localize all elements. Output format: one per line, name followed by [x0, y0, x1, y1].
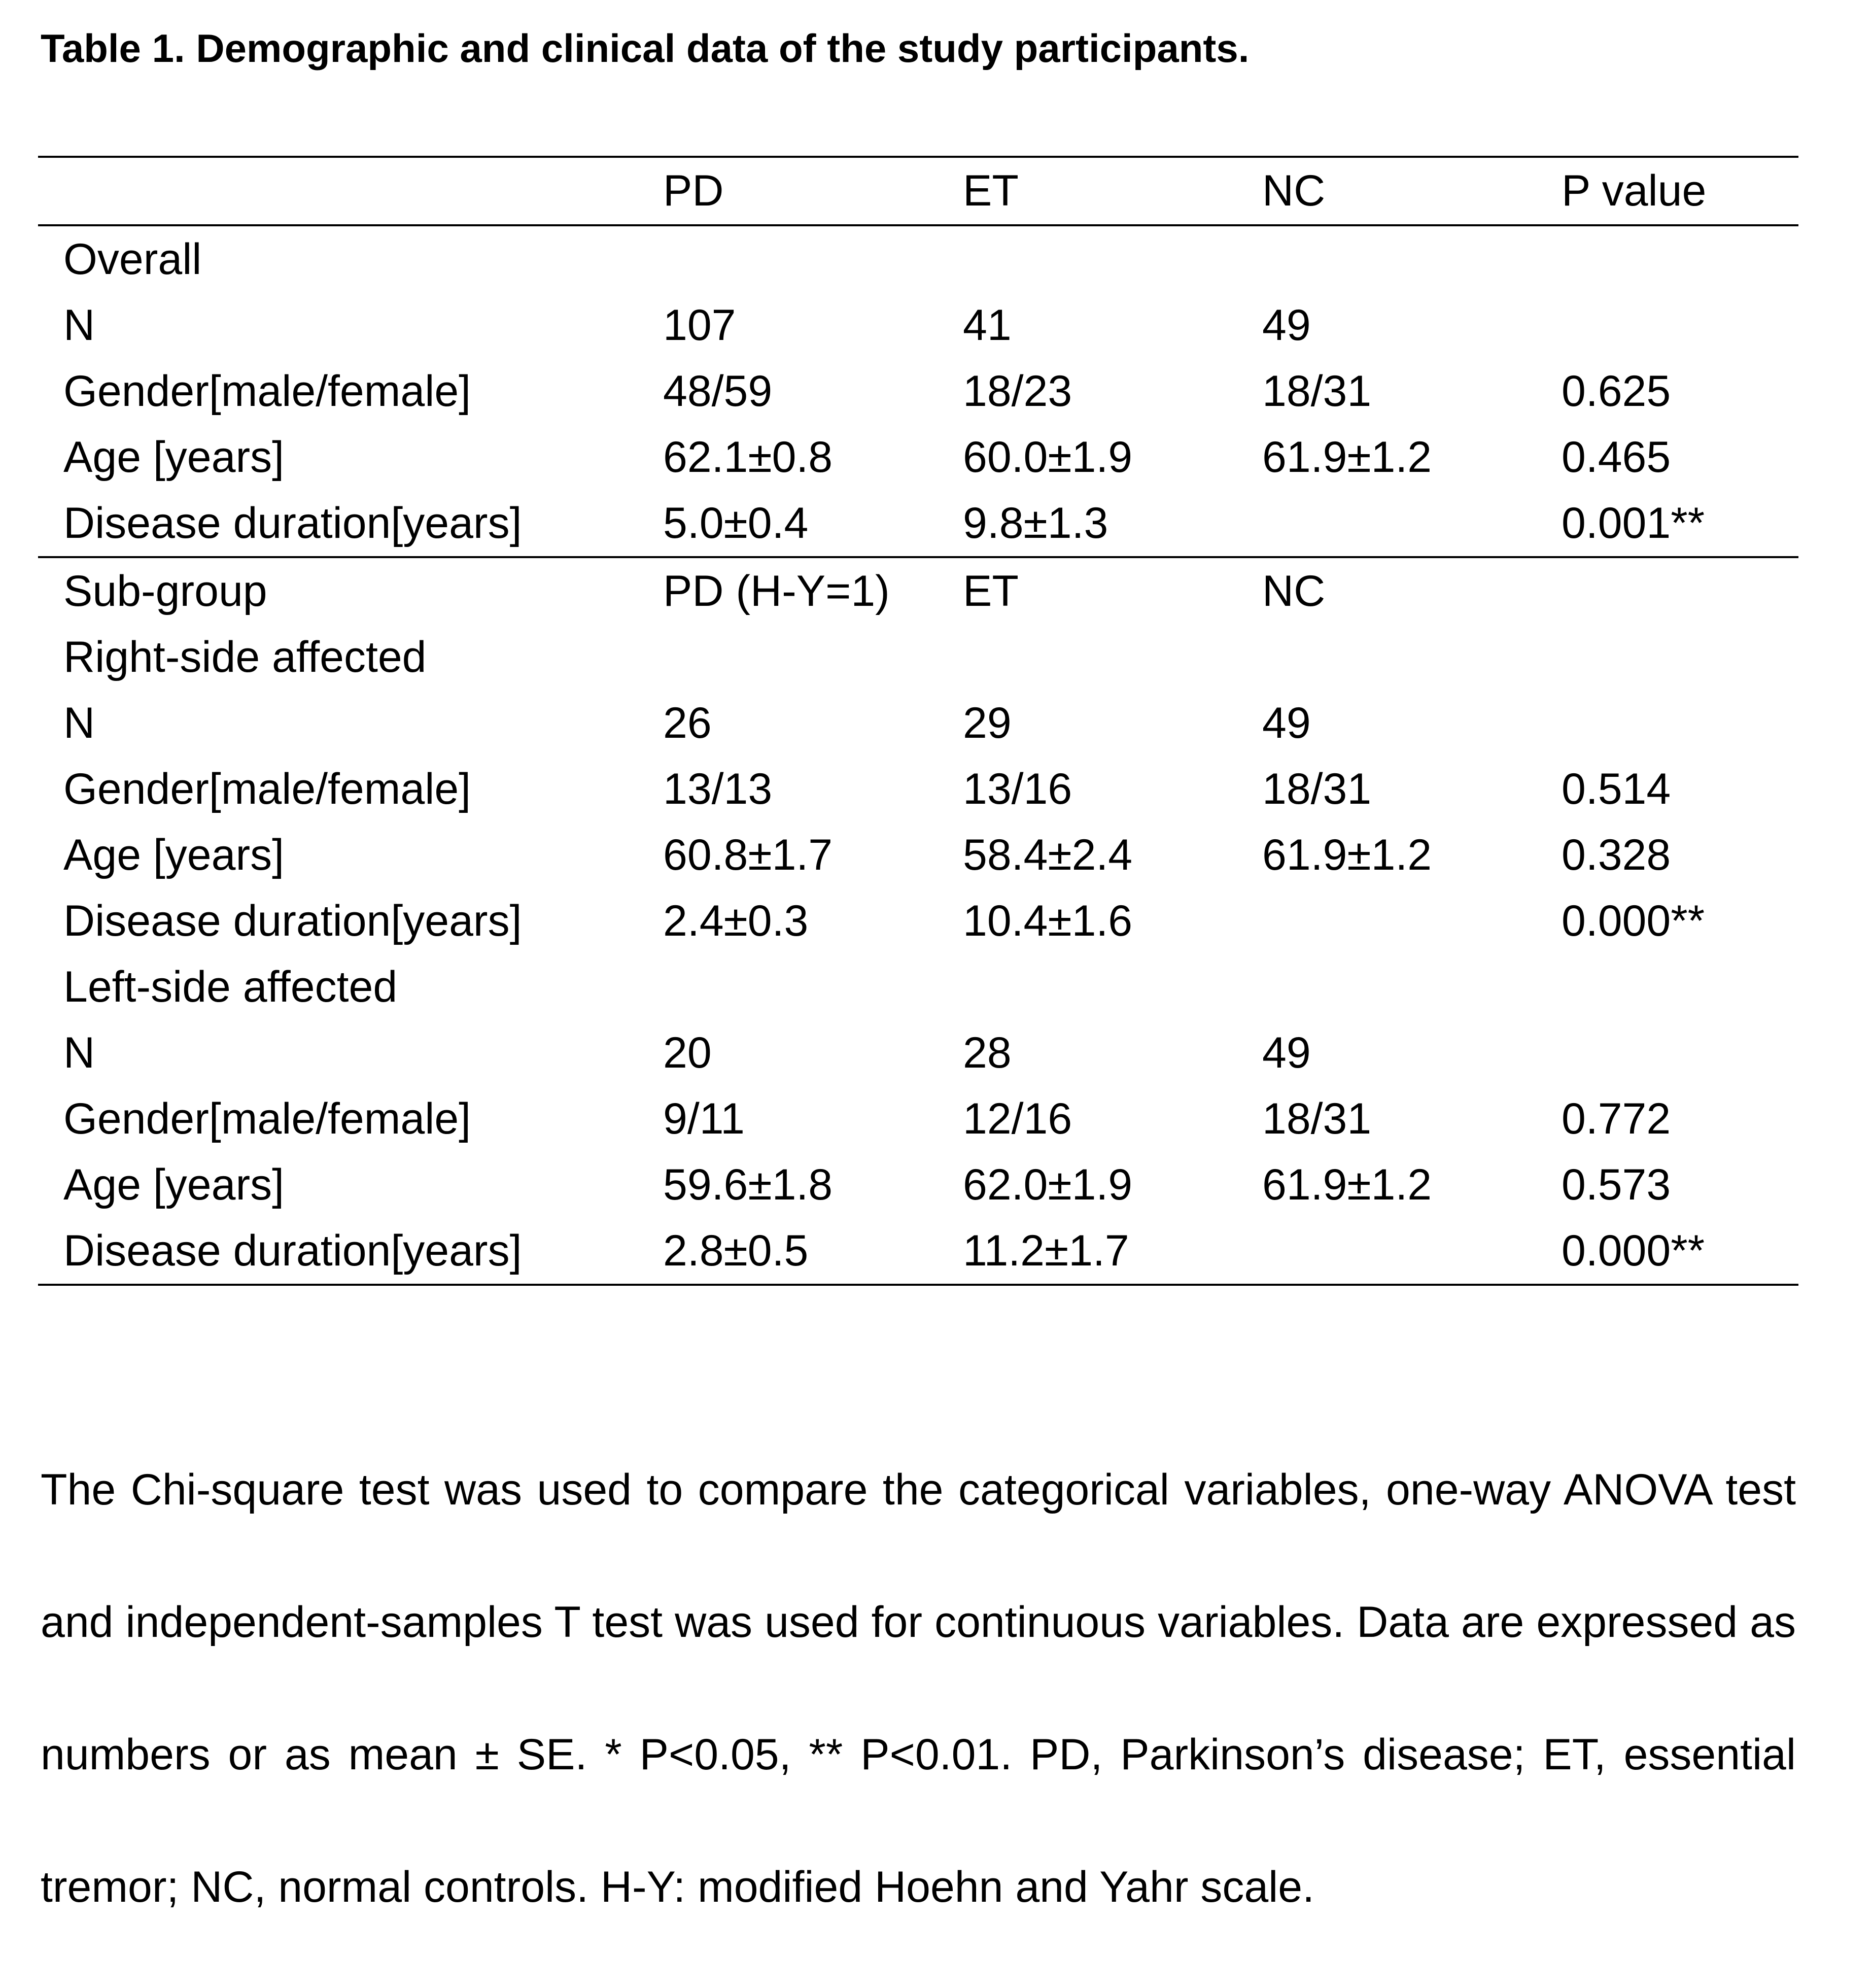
table-row [38, 756, 1798, 822]
cell-p-value: 0.000** [1562, 897, 1705, 945]
table-row [38, 490, 1798, 558]
cell-et: 13/16 [963, 765, 1072, 813]
table-row [38, 226, 1798, 292]
table-row [38, 822, 1798, 888]
row-label: N [63, 1029, 95, 1077]
row-label: Disease duration[years] [63, 499, 522, 547]
table-title: Table 1. Demographic and clinical data of the study participants. [41, 26, 1250, 71]
cell-et: 12/16 [963, 1094, 1072, 1143]
row-label: Disease duration[years] [63, 1226, 522, 1275]
cell-pd: 62.1±0.8 [663, 433, 833, 482]
cell-et: 58.4±2.4 [963, 831, 1133, 879]
row-label: Left-side affected [63, 963, 398, 1011]
data-table [38, 156, 1798, 1286]
table-row [38, 1086, 1798, 1152]
table-row [38, 1020, 1798, 1086]
cell-pd: PD (H-Y=1) [663, 567, 890, 615]
header-cell-pd: PD [663, 166, 724, 215]
table-row [38, 558, 1798, 624]
table-header-row [38, 158, 1798, 226]
cell-pd: 107 [663, 301, 736, 350]
cell-nc: 61.9±1.2 [1262, 1160, 1432, 1209]
cell-et: 9.8±1.3 [963, 499, 1108, 547]
cell-et: 29 [963, 699, 1012, 747]
table-row [38, 888, 1798, 954]
cell-nc: 18/31 [1262, 1094, 1372, 1143]
table-footnote: The Chi-square test was used to compare the categorical variables, one-way ANOVA test and independent-samples T test was used for continuous variables. Data are expressed as numbers or as mean ± SE. * P<0.05, ** P<0.01. PD, Parkinson’s disease; ET, essential tremor; NC, normal controls. H-Y: modified Hoehn and Yahr scale. [41, 1465, 1796, 1911]
cell-nc: 61.9±1.2 [1262, 831, 1432, 879]
row-label: Age [years] [63, 433, 284, 482]
table-row [38, 624, 1798, 690]
cell-pd: 13/13 [663, 765, 773, 813]
cell-p-value: 0.465 [1562, 433, 1671, 482]
cell-pd: 2.8±0.5 [663, 1226, 809, 1275]
cell-p-value: 0.573 [1562, 1160, 1671, 1209]
row-label: Overall [63, 235, 202, 284]
cell-nc: 18/31 [1262, 765, 1372, 813]
cell-pd: 9/11 [663, 1094, 745, 1143]
cell-p-value: 0.001** [1562, 499, 1705, 547]
row-label: Gender[male/female] [63, 1094, 471, 1143]
cell-et: 18/23 [963, 367, 1072, 416]
table-row [38, 292, 1798, 358]
cell-p-value: 0.328 [1562, 831, 1671, 879]
row-label: N [63, 301, 95, 350]
cell-pd: 26 [663, 699, 712, 747]
row-label: Gender[male/female] [63, 367, 471, 416]
cell-et: 11.2±1.7 [963, 1226, 1129, 1275]
cell-nc: 18/31 [1262, 367, 1372, 416]
cell-nc: NC [1262, 567, 1326, 615]
cell-p-value: 0.625 [1562, 367, 1671, 416]
table-row [38, 690, 1798, 756]
cell-pd: 5.0±0.4 [663, 499, 809, 547]
cell-et: 62.0±1.9 [963, 1160, 1133, 1209]
cell-pd: 59.6±1.8 [663, 1160, 833, 1209]
header-cell-nc: NC [1262, 166, 1326, 215]
row-label: N [63, 699, 95, 747]
header-cell-et: ET [963, 166, 1019, 215]
row-label: Gender[male/female] [63, 765, 471, 813]
row-label: Age [years] [63, 1160, 284, 1209]
row-label: Age [years] [63, 831, 284, 879]
cell-et: 41 [963, 301, 1012, 350]
cell-pd: 2.4±0.3 [663, 897, 809, 945]
cell-pd: 48/59 [663, 367, 773, 416]
cell-p-value: 0.000** [1562, 1226, 1705, 1275]
cell-et: 28 [963, 1029, 1012, 1077]
cell-pd: 60.8±1.7 [663, 831, 833, 879]
cell-et: ET [963, 567, 1019, 615]
row-label: Right-side affected [63, 633, 427, 681]
cell-et: 10.4±1.6 [963, 897, 1133, 945]
cell-p-value: 0.772 [1562, 1094, 1671, 1143]
table-row [38, 424, 1798, 490]
cell-nc: 61.9±1.2 [1262, 433, 1432, 482]
cell-nc: 49 [1262, 699, 1311, 747]
table-row [38, 954, 1798, 1020]
header-cell-p-value: P value [1562, 166, 1707, 215]
table-row [38, 358, 1798, 424]
cell-et: 60.0±1.9 [963, 433, 1133, 482]
row-label: Sub-group [63, 567, 267, 615]
cell-pd: 20 [663, 1029, 712, 1077]
table-row [38, 1218, 1798, 1284]
table-row [38, 1152, 1798, 1218]
cell-p-value: 0.514 [1562, 765, 1671, 813]
cell-nc: 49 [1262, 1029, 1311, 1077]
cell-nc: 49 [1262, 301, 1311, 350]
row-label: Disease duration[years] [63, 897, 522, 945]
